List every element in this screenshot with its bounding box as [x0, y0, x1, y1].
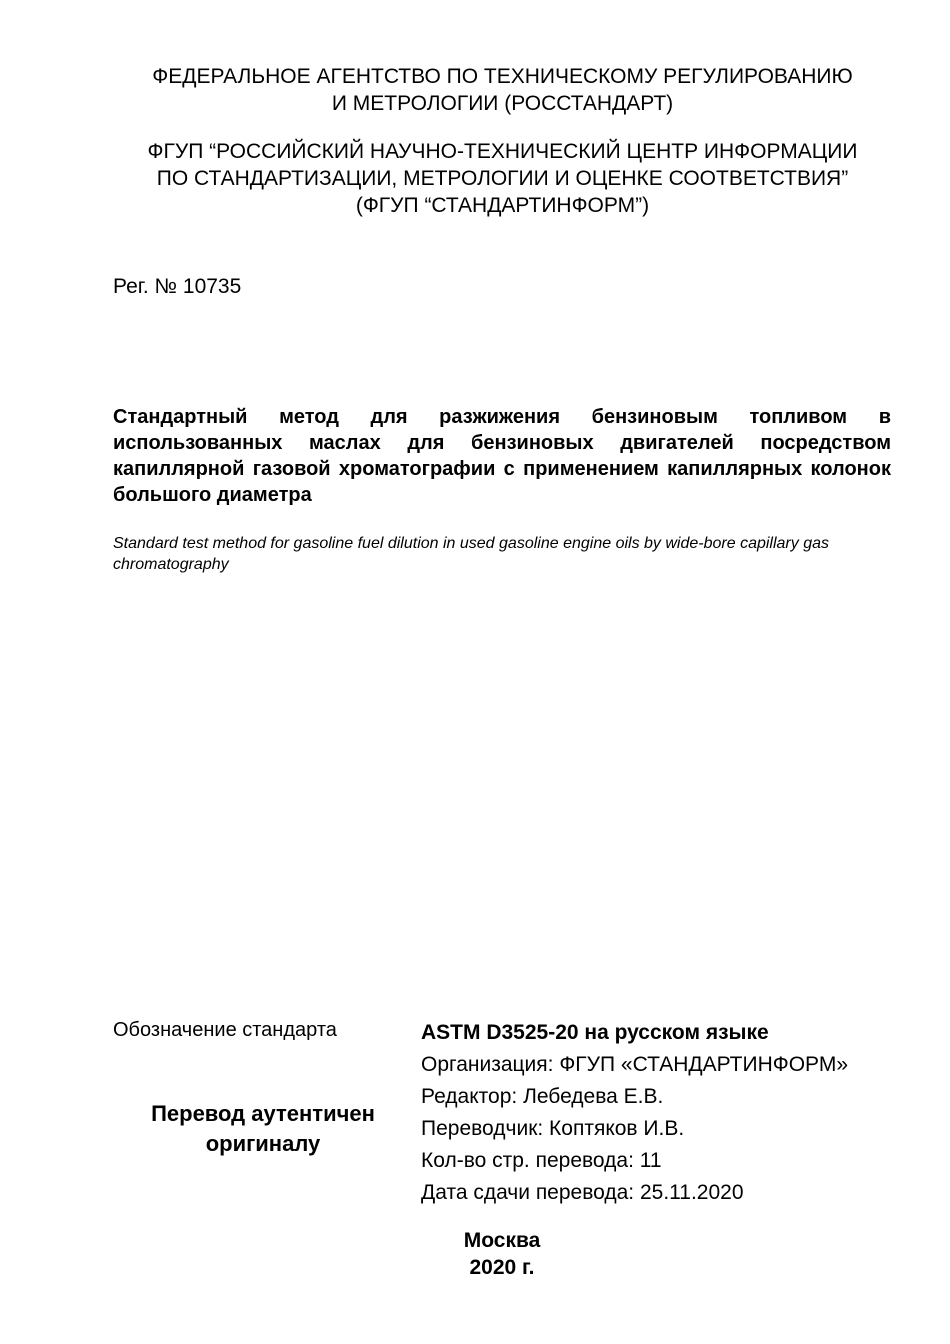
agency-line: И МЕТРОЛОГИИ (РОССТАНДАРТ) — [331, 92, 674, 115]
agency-line: ФЕДЕРАЛЬНОЕ АГЕНТСТВО ПО ТЕХНИЧЕСКОМУ РЕГУЛИРОВАНИЮ — [152, 65, 853, 88]
standard-designation: ASTM D3525-20 на русском языке — [421, 1021, 769, 1044]
organization-line: ФГУП “РОССИЙСКИЙ НАУЧНО-ТЕХНИЧЕСКИЙ ЦЕНТР ИНФОРМАЦИИ — [147, 140, 858, 163]
organization-line: ПО СТАНДАРТИЗАЦИИ, МЕТРОЛОГИИ И ОЦЕНКЕ СООТВЕТСТВИЯ” — [156, 167, 849, 190]
organization-field: Организация: ФГУП «СТАНДАРТИНФОРМ» — [421, 1053, 849, 1076]
authenticity-note: Перевод аутентичен оригиналу — [151, 1101, 375, 1156]
translator-field: Переводчик: Коптяков И.В. — [421, 1117, 685, 1140]
page-count-field: Кол-во стр. перевода: 11 — [421, 1149, 662, 1172]
year: 2020 г. — [469, 1256, 535, 1279]
organization-header — [110, 138, 895, 219]
city: Москва — [463, 1229, 541, 1252]
registration-number: Рег. № 10735 — [113, 275, 242, 298]
editor-field: Редактор: Лебедева Е.В. — [421, 1085, 664, 1108]
submission-date-field: Дата сдачи перевода: 25.11.2020 — [421, 1181, 744, 1204]
organization-line: (ФГУП “СТАНДАРТИНФОРМ”) — [355, 194, 650, 217]
agency-header — [110, 63, 895, 117]
document-title-english: Standard test method for gasoline fuel dilution in used gasoline engine oils by wide-bore capillary gas chromatography — [113, 535, 829, 573]
publication-place-year — [402, 1227, 602, 1281]
translation-details — [421, 1018, 921, 1210]
document-title-russian: Стандартный метод для разжижения бензиновым топливом в использованных маслах для бензиновых двигателей посредством капиллярной газовой хроматографии с применением капиллярных колонок большого диаметра — [113, 406, 891, 506]
designation-label: Обозначение стандарта — [113, 1019, 337, 1041]
